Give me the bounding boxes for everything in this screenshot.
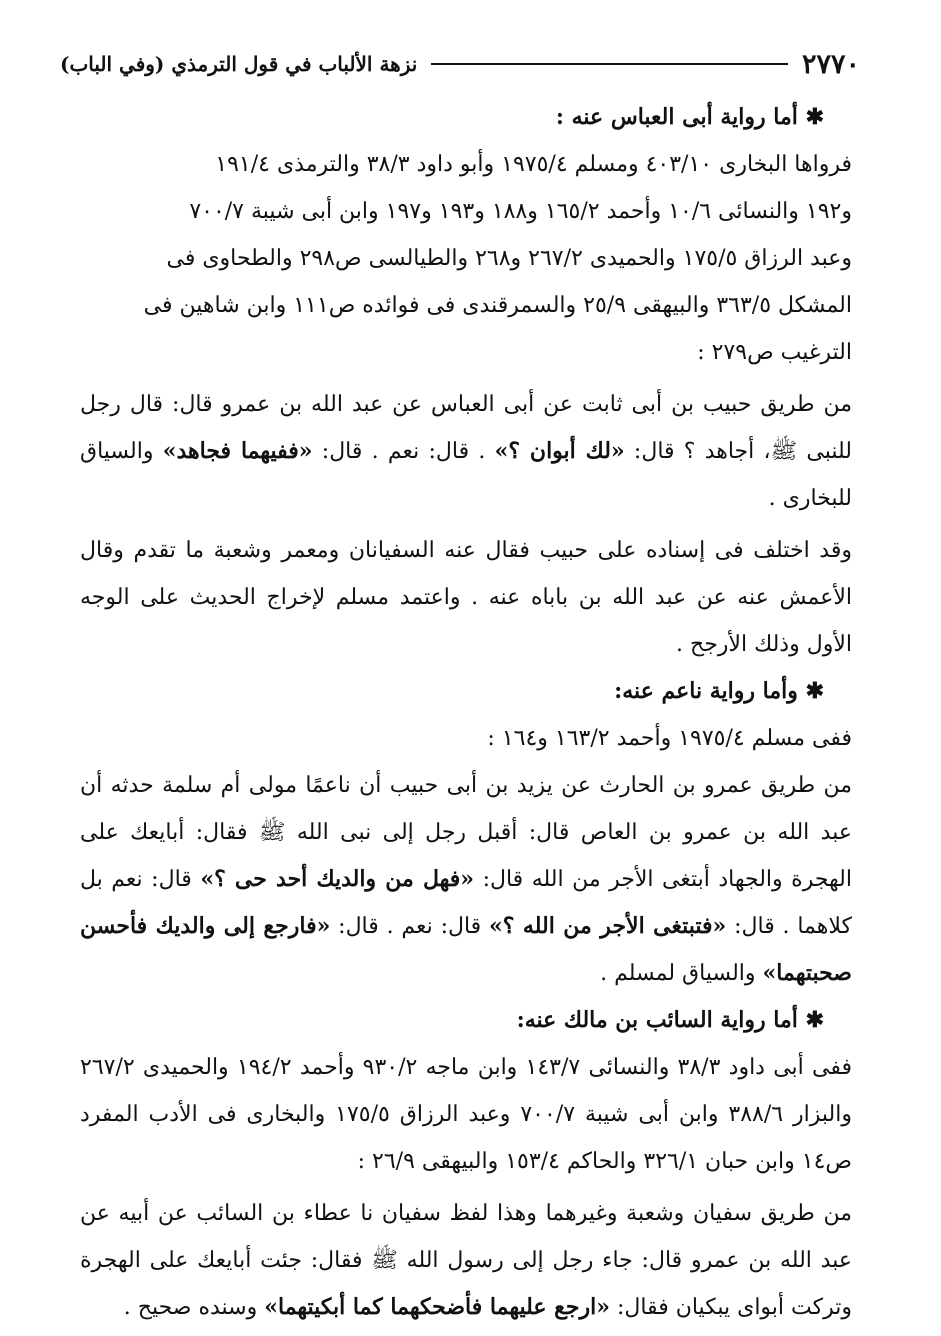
- source-references: [80, 141, 852, 376]
- hadith-text: [80, 381, 852, 522]
- section-heading-abu-al-abbas: ✱ أما رواية أبى العباس عنه :: [80, 94, 852, 141]
- source-line: الترغيب ص٢٧٩ :: [697, 340, 852, 365]
- quote: «فهل من والديك أحد حى ؟»: [200, 866, 475, 892]
- text-part: . قال: نعم . قال:: [312, 439, 495, 464]
- text-part: والسياق للبخارى .: [80, 439, 852, 511]
- page-number: ٢٧٧٠: [801, 48, 860, 80]
- text-part: وسنده صحيح .: [123, 1295, 265, 1320]
- quote: «ففيهما فجاهد»: [162, 438, 313, 464]
- text-part: والسياق لمسلم .: [600, 961, 763, 986]
- text-part: من طريق عمرو بن الحارث عن يزيد بن أبى حبيب أن ناعمًا مولى أم سلمة حدثه أن عبد الله بن عمرو بن العاص قال: أقبل رجل إلى نبى الله ﷺ فقال: أبايعك على الهجرة والجهاد أبتغى الأجر من الله قال:: [80, 773, 852, 892]
- hadith-text: [80, 762, 852, 997]
- running-title: نزهة الألباب في قول الترمذي (وفي الباب): [60, 52, 418, 76]
- source-references: ففى أبى داود ٣٨/٣ والنسائى ١٤٣/٧ وابن ماجه ٩٣٠/٢ وأحمد ١٩٤/٢ والحميدى ٢٦٧/٢ والبزار ٣٨٨/٦ وابن أبى شيبة ٧٠٠/٧ وعبد الرزاق ١٧٥/٥ والبخارى فى الأدب المفرد ص١٤ وابن حبان ٣٢٦/١ والحاكم ١٥٣/٤ والبيهقى ٢٦/٩ :: [80, 1055, 852, 1174]
- quote: «فتبتغى الأجر من الله ؟»: [489, 913, 727, 939]
- page-header: [60, 44, 860, 84]
- source-line: و١٩٢ والنسائى ١٠/٦ وأحمد ١٦٥/٢ و١٨٨ و١٩٣ و١٩٧ وابن أبى شيبة ٧٠٠/٧: [189, 199, 852, 224]
- quote: «لك أبوان ؟»: [494, 438, 625, 464]
- text-part: قال: نعم . قال:: [330, 914, 490, 939]
- page-body: [80, 94, 852, 1331]
- section-heading-naim: ✱ وأما رواية ناعم عنه:: [80, 668, 852, 715]
- text-part: من طريق حبيب بن أبى ثابت عن أبى العباس عن عبد الله بن عمرو قال: قال رجل للنبى ﷺ، أجاهد ؟ قال:: [80, 392, 853, 464]
- header-rule: [431, 63, 788, 65]
- quote: «ارجع عليهما فأضحكهما كما أبكيتهما»: [264, 1294, 610, 1320]
- hadith-text: [80, 1190, 852, 1331]
- isnad-note: وقد اختلف فى إسناده على حبيب فقال عنه السفيانان ومعمر وشعبة ما تقدم وقال الأعمش عنه عن عبد الله بن باباه عنه . واعتمد مسلم لإخراج الحديث على الوجه الأول وذلك الأرجح .: [80, 538, 852, 657]
- source-line: المشكل ٣٦٣/٥ والبيهقى ٢٥/٩ والسمرقندى فى فوائده ص١١١ وابن شاهين فى: [143, 293, 852, 318]
- text-part: قال: نعم بل كلاهما . قال:: [80, 867, 852, 939]
- source-references: ففى مسلم ١٩٧٥/٤ وأحمد ١٦٣/٢ و١٦٤ :: [487, 726, 852, 751]
- quote: «فارجع إلى والديك فأحسن صحبتهما»: [80, 913, 852, 986]
- source-line: فرواها البخارى ٤٠٣/١٠ ومسلم ١٩٧٥/٤ وأبو داود ٣٨/٣ والترمذى ١٩١/٤: [215, 152, 852, 177]
- section-heading-al-saib: ✱ أما رواية السائب بن مالك عنه:: [80, 997, 852, 1044]
- text-part: من طريق سفيان وشعبة وغيرهما وهذا لفظ سفيان نا عطاء بن السائب عن أبيه عن عبد الله بن عمرو قال: جاء رجل إلى رسول الله ﷺ فقال: جئت أبايعك على الهجرة وتركت أبواى يبكيان فقال:: [80, 1201, 852, 1320]
- source-line: وعبد الرزاق ١٧٥/٥ والحميدى ٢٦٧/٢ و٢٦٨ والطيالسى ص٢٩٨ والطحاوى فى: [166, 246, 852, 271]
